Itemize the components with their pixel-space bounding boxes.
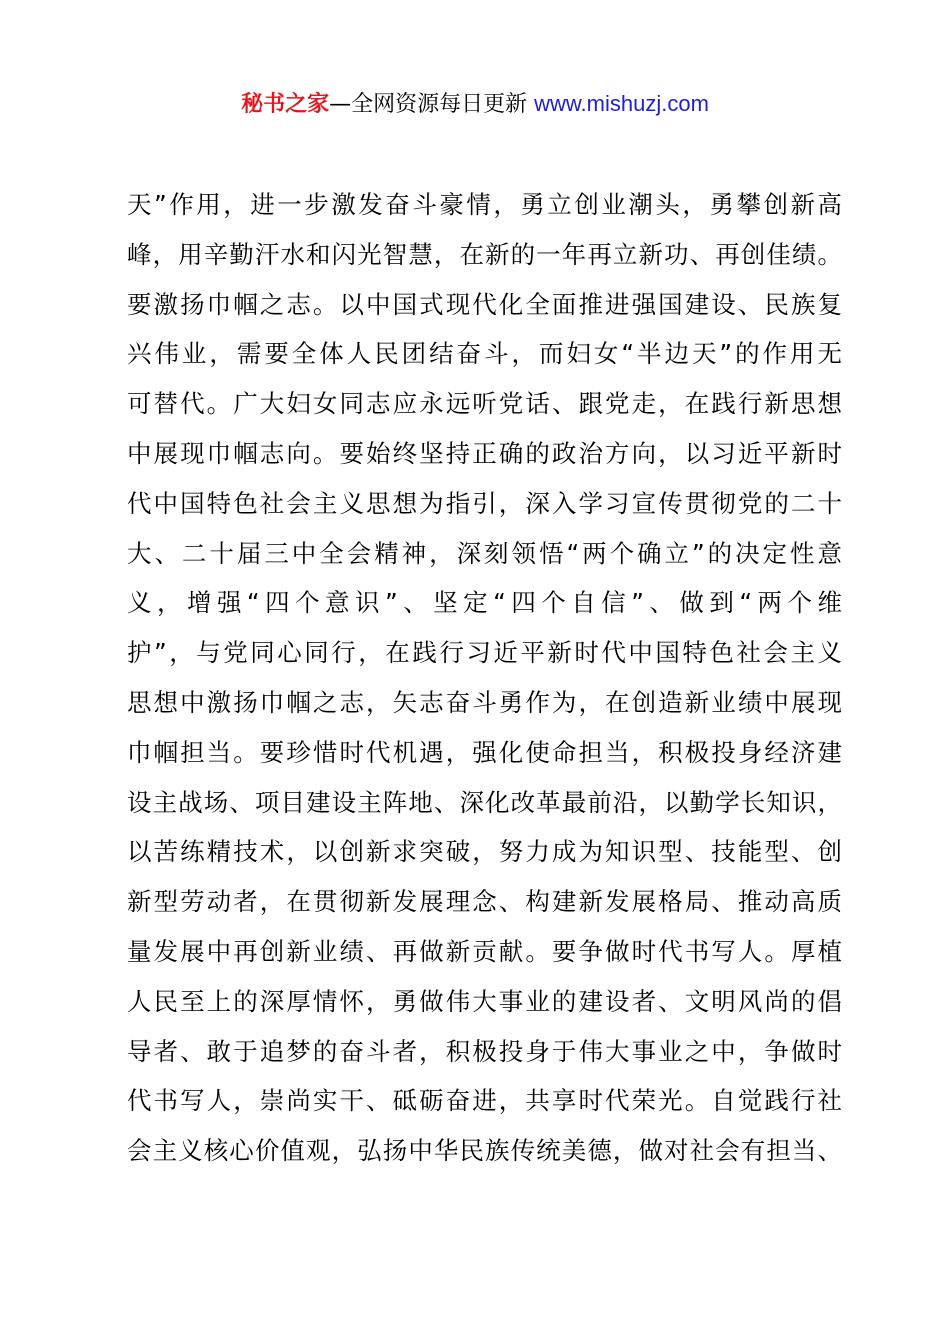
text-line: 大、二十届三中全会精神，深刻领悟“两个确立”的决定性意 [127, 538, 842, 568]
text-line: 以苦练精技术，以创新求突破，努力成为知识型、技能型、创 [127, 837, 842, 867]
text-line: 天”作用，进一步激发奋斗豪情，勇立创业潮头，勇攀创新高 [127, 190, 842, 219]
text-line: 新型劳动者，在贯彻新发展理念、构建新发展格局、推动高质 [127, 887, 842, 917]
text-line: 量发展中再创新业绩、再做新贡献。要争做时代书写人。厚植 [127, 936, 842, 966]
site-header [0, 88, 950, 121]
text-line: 可替代。广大妇女同志应永远听党话、跟党走，在践行新思想 [127, 389, 842, 419]
header-tagline: 全网资源每日更新 [351, 92, 528, 117]
text-line: 人民至上的深厚情怀，勇做伟大事业的建设者、文明风尚的倡 [127, 986, 842, 1016]
text-line: 要激扬巾帼之志。以中国式现代化全面推进强国建设、民族复 [127, 289, 842, 319]
text-line: 代书写人，崇尚实干、砥砺奋进，共享时代荣光。自觉践行社 [127, 1086, 842, 1116]
text-line: 设主战场、项目建设主阵地、深化改革最前沿，以勤学长知识， [127, 787, 842, 817]
text-line: 峰，用辛勤汗水和闪光智慧，在新的一年再立新功、再创佳绩。 [127, 239, 842, 269]
text-line: 兴伟业，需要全体人民团结奋斗，而妇女“半边天”的作用无 [127, 339, 842, 369]
header-dash: — [329, 92, 352, 117]
brand-name: 秘书之家 [241, 92, 330, 117]
document-body [127, 180, 842, 1176]
text-line: 代中国特色社会主义思想为指引，深入学习宣传贯彻党的二十 [127, 488, 842, 518]
text-line: 护”，与党同心同行，在践行习近平新时代中国特色社会主义 [127, 638, 842, 668]
text-line: 巾帼担当。要珍惜时代机遇，强化使命担当，积极投身经济建 [127, 737, 842, 767]
text-line: 导者、敢于追梦的奋斗者，积极投身于伟大事业之中，争做时 [127, 1036, 842, 1066]
text-line: 会主义核心价值观，弘扬中华民族传统美德，做对社会有担当、 [127, 1136, 842, 1166]
text-line: 中展现巾帼志向。要始终坚持正确的政治方向，以习近平新时 [127, 438, 842, 468]
text-line: 义，增强“四个意识”、坚定“四个自信”、做到“两个维 [127, 588, 842, 618]
site-url-link[interactable]: www.mishuzj.com [534, 91, 709, 116]
text-line: 思想中激扬巾帼之志，矢志奋斗勇作为，在创造新业绩中展现 [127, 687, 842, 717]
